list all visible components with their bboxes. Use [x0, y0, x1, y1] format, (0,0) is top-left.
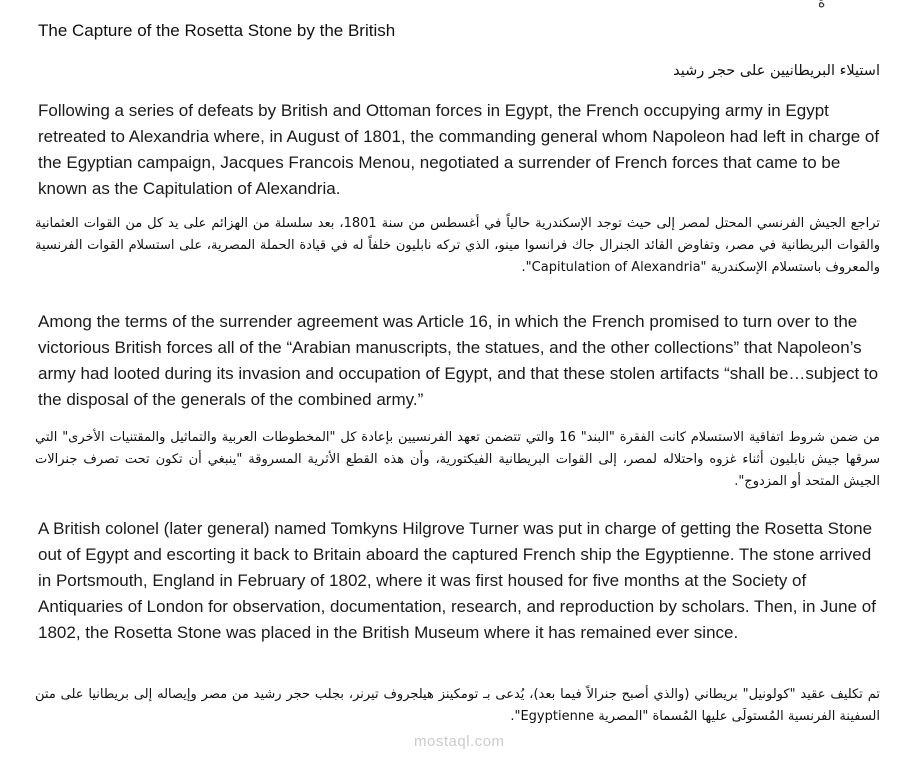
paragraph-en-3: A British colonel (later general) named Tomkyns Hilgrove Turner was put in charge of getting the Rosetta Stone out of Egypt and escorting it back to Britain aboard the captured French ship the Egyptienne. The stone arrived in Portsmouth, England in February of 1802, where it was first housed for five months at the Society of Antiquaries of London for observation, documentation, research, and reproduction by scholars. Then, in June of 1802, the Rosetta Stone was placed in the British Museum where it has remained ever since.: [38, 519, 876, 642]
watermark: mostaql.com: [414, 733, 505, 750]
top-edge-mark: ة: [818, 0, 826, 10]
page-title: The Capture of the Rosetta Stone by the British: [38, 21, 396, 40]
paragraph-ar-2: من ضمن شروط اتفاقية الاستسلام كانت الفقرة "البند" 16 والتي تتضمن تعهد الفرنسيين بإعادة كل "المخطوطات العربية والتماثيل والمقتنيات الأخرى" التي سرقها جيش نابليون أثناء غزوه واحتلاله لمصر، إلى القوات البريطانية الفيكتورية، وأن هذه القطع الأثرية المسروقة "ينبغي أن تكون تحت تصرف جنرالات الجيش المتحد أو المزدوج".: [35, 430, 880, 489]
paragraph-ar-3: تم تكليف عقيد "كولونيل" بريطاني (والذي أصبح جنرالاً فيما بعد)، يُدعى بـ تومكينز هيلجروف تيرنر، بجلب حجر رشيد من مصر وإيصاله إلى بريطانيا على متن السفينة الفرنسية المُستولَى عليها المُسماة "المصرية Egyptienne".: [35, 687, 880, 724]
page-title-arabic: استيلاء البريطانيين على حجر رشيد: [673, 63, 880, 79]
paragraph-en-2: Among the terms of the surrender agreement was Article 16, in which the French promised to turn over to the victorious British forces all of the “Arabian manuscripts, the statues, and the other collections” that Napoleon’s army had looted during its invasion and occupation of Egypt, and that these stolen artifacts “shall be…subject to the disposal of the generals of the combined army.”: [38, 312, 879, 409]
paragraph-ar-1: تراجع الجيش الفرنسي المحتل لمصر إلى حيث توجد الإسكندرية حالياً في أغسطس من سنة 1801، بعد سلسلة من الهزائم على يد كل من القوات العثمانية والقوات البريطانية في مصر، وتفاوض القائد الجنرال جاك فرانسوا مينو، الذي تركه نابليون خلفاً له في قيادة الحملة المصرية، على استسلام القوات الفرنسية والمعروف باستسلام الإسكندرية "Capitulation of Alexandria".: [35, 216, 880, 275]
paragraph-en-1: Following a series of defeats by British and Ottoman forces in Egypt, the French occupying army in Egypt retreated to Alexandria where, in August of 1801, the commanding general whom Napoleon had left in charge of the Egyptian campaign, Jacques Francois Menou, negotiated a surrender of French forces that came to be known as the Capitulation of Alexandria.: [38, 101, 880, 198]
